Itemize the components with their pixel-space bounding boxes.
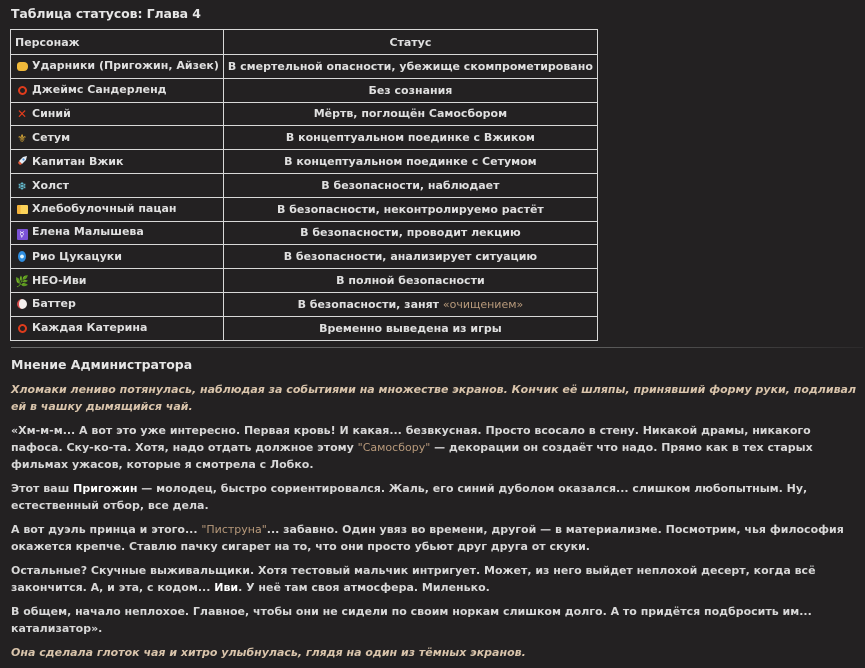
- text: А вот дуэль принца и этого...: [11, 523, 202, 536]
- character-cell: [11, 269, 224, 293]
- paragraph-4: [11, 562, 859, 596]
- character-name: Хлебобулочный пацан: [32, 202, 177, 216]
- character-cell: [11, 292, 224, 316]
- text: Этот ваш: [11, 482, 74, 495]
- character-name: Капитан Вжик: [32, 154, 124, 168]
- paragraph-2: [11, 480, 859, 514]
- page-title: Таблица статусов: Глава 4: [11, 6, 201, 21]
- status-accent-text: «очищением»: [442, 297, 524, 311]
- table-row: [11, 78, 598, 102]
- baseball-icon: [15, 299, 29, 311]
- section-title: Мнение Администратора: [11, 357, 193, 372]
- status-cell: В безопасности, анализирует ситуацию: [223, 245, 597, 269]
- status-cell: Без сознания: [223, 78, 597, 102]
- table-row: [11, 245, 598, 269]
- status-cell: В безопасности, проводит лекцию: [223, 221, 597, 245]
- herb-icon: 🌿: [15, 275, 29, 289]
- character-name: Синий: [32, 107, 71, 121]
- quoted-term: "Самосбору": [357, 441, 431, 454]
- bold-name: Пригожин: [73, 482, 138, 495]
- quoted-term: "Пиструна": [201, 523, 267, 536]
- character-cell: [11, 55, 224, 79]
- status-cell: Временно выведена из игры: [223, 316, 597, 340]
- paragraph-3: [11, 521, 859, 555]
- red-circle-icon: [15, 324, 29, 335]
- character-cell: [11, 245, 224, 269]
- status-cell: [223, 292, 597, 316]
- character-name: Джеймс Сандерленд: [32, 83, 167, 97]
- bold-name: Иви: [214, 581, 239, 594]
- text: — молодец, быстро сориентировался. Жаль, его синий дуболом оказался... слишком любопытным. Ну, естественный отбор, все дела.: [11, 482, 808, 512]
- character-cell: [11, 173, 224, 197]
- character-cell: [11, 221, 224, 245]
- character-name: Ударники (Пригожин, Айзек): [32, 59, 219, 73]
- status-cell: В концептуальном поединке с Вжиком: [223, 126, 597, 150]
- column-header-character: Персонаж: [11, 30, 224, 55]
- table-row: [11, 55, 598, 79]
- character-name: Рио Цукацуки: [32, 249, 122, 263]
- character-cell: [11, 150, 224, 174]
- column-header-status: Статус: [223, 30, 597, 55]
- text: ... забавно. Один увяз во времени, другой — в материализме. Посмотрим, чья философия окажется крепче. Ставлю пачку сигарет на то, что они просто убьют друг друга от скуки.: [11, 523, 844, 553]
- table-header-row: [11, 30, 598, 55]
- status-cell: В смертельной опасности, убежище скомпрометировано: [223, 55, 597, 79]
- blue-gem-icon: [15, 251, 29, 264]
- character-name: Сетум: [32, 131, 71, 145]
- text: . У неё там своя атмосфера. Миленько.: [238, 581, 490, 594]
- status-cell: В безопасности, неконтролируемо растёт: [223, 197, 597, 221]
- butter-icon: [15, 205, 29, 216]
- status-table: [10, 29, 598, 341]
- text: Остальные? Скучные выживальщики. Хотя тестовый мальчик интригует. Может, из него выйдет неплохой десерт, когда всё закончится. А, и эта, с кодом...: [11, 564, 816, 594]
- purple-symbol-icon: ☿: [15, 229, 29, 240]
- admin-opinion-text: [11, 381, 859, 668]
- character-cell: [11, 126, 224, 150]
- table-row: [11, 292, 598, 316]
- intro-paragraph: Хломаки лениво потянулась, наблюдая за событиями на множестве экранов. Кончик её шляпы, принявший форму руки, подливал ей в чашку дымящийся чай.: [11, 383, 857, 413]
- table-row: [11, 126, 598, 150]
- status-cell: Мёртв, поглощён Самосбором: [223, 102, 597, 126]
- status-cell: В полной безопасности: [223, 269, 597, 293]
- cross-icon: ✕: [16, 107, 28, 122]
- fist-icon: [15, 62, 29, 73]
- character-cell: [11, 102, 224, 126]
- snowflake-icon: ❄: [17, 179, 27, 193]
- table-row: [11, 173, 598, 197]
- status-cell: В безопасности, наблюдает: [223, 173, 597, 197]
- rocket-icon: [15, 155, 29, 169]
- table-row: [11, 197, 598, 221]
- character-cell: [11, 316, 224, 340]
- character-name: Елена Малышева: [32, 225, 144, 239]
- table-row: [11, 269, 598, 293]
- paragraph-1: [11, 422, 859, 473]
- red-circle-icon: [15, 86, 29, 97]
- character-cell: [11, 78, 224, 102]
- status-cell: В концептуальном поединке с Сетумом: [223, 150, 597, 174]
- table-row: [11, 102, 598, 126]
- section-divider: [11, 347, 863, 348]
- table-row: [11, 150, 598, 174]
- status-text: В безопасности, занят: [297, 297, 443, 311]
- character-cell: [11, 197, 224, 221]
- fleur-de-lis-icon: ⚜: [17, 132, 27, 146]
- character-name: Холст: [32, 178, 69, 192]
- outro-paragraph: Она сделала глоток чая и хитро улыбнулась, глядя на один из тёмных экранов.: [11, 646, 526, 659]
- table-row: [11, 221, 598, 245]
- character-name: Баттер: [32, 297, 76, 311]
- character-name: Каждая Катерина: [32, 321, 148, 335]
- paragraph-5: В общем, начало неплохое. Главное, чтобы они не сидели по своим норкам слишком долго. А то придётся подбросить им... катализатор».: [11, 605, 812, 635]
- text: «Хм-м-м... А вот это уже интересно. Первая кровь! И какая... безвкусная. Просто всосало в стену. Никакой драмы, никакого пафоса. Ску-ко-та. Хотя, надо отдать должное этому: [11, 424, 811, 454]
- character-name: НЕО-Иви: [32, 274, 87, 288]
- table-row: [11, 316, 598, 340]
- text: — декорации он создаёт что надо. Прямо как в тех старых фильмах ужасов, которые я смотрела с Лобко.: [11, 441, 813, 471]
